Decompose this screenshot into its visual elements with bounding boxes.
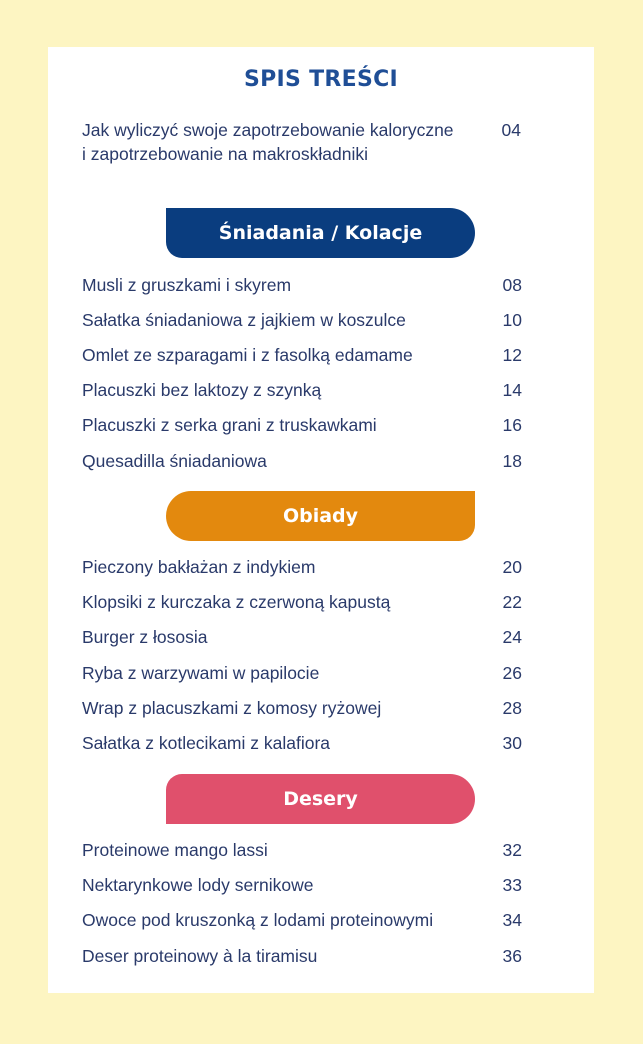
page-title: SPIS TREŚCI — [243, 67, 399, 92]
entry-title: Omlet ze szparagami i z fasolką edamame — [82, 345, 413, 365]
entry-title: Placuszki z serka grani z truskawkami — [82, 415, 377, 435]
toc-entry[interactable] — [82, 660, 522, 686]
entry-title: Sałatka z kotlecikami z kalafiora — [82, 733, 331, 753]
entry-title: Sałatka śniadaniowa z jajkiem w koszulce — [82, 310, 406, 330]
entry-page-number: 18 — [502, 451, 522, 471]
entry-page-number: 26 — [502, 663, 522, 683]
entry-title: Owoce pod kruszonką z lodami proteinowymi — [82, 910, 434, 930]
toc-entry[interactable] — [82, 412, 522, 438]
entry-title-line-1: Jak wyliczyć swoje zapotrzebowanie kaloryczne — [82, 120, 454, 140]
entry-page-number: 36 — [502, 946, 522, 966]
entry-title: Placuszki bez laktozy z szynką — [82, 380, 322, 400]
entry-title: Quesadilla śniadaniowa — [82, 451, 267, 471]
toc-entry[interactable] — [82, 554, 522, 580]
toc-entry-intro[interactable] — [82, 118, 522, 166]
toc-entry[interactable] — [82, 307, 522, 333]
entry-page-number: 04 — [501, 120, 521, 140]
entry-title: Nektarynkowe lody sernikowe — [82, 875, 314, 895]
toc-entry[interactable] — [82, 624, 522, 650]
toc-entry[interactable] — [82, 730, 522, 756]
entry-page-number: 34 — [502, 910, 522, 930]
toc-entry[interactable] — [82, 448, 522, 474]
entry-page-number: 30 — [502, 733, 522, 753]
entry-page-number: 10 — [502, 310, 522, 330]
entry-title: Deser proteinowy à la tiramisu — [82, 946, 318, 966]
entry-page-number: 22 — [502, 592, 522, 612]
entry-page-number: 24 — [502, 627, 522, 647]
entry-page-number: 08 — [502, 275, 522, 295]
entry-page-number: 33 — [502, 875, 522, 895]
entry-page-number: 28 — [502, 698, 522, 718]
section-header-desserts: Desery — [166, 774, 475, 824]
entry-page-number: 16 — [502, 415, 522, 435]
entry-page-number: 20 — [502, 557, 522, 577]
entry-title-line-2: i zapotrzebowanie na makroskładniki — [82, 144, 368, 164]
toc-entry[interactable] — [82, 837, 522, 863]
toc-entry[interactable] — [82, 589, 522, 615]
entry-title: Pieczony bakłażan z indykiem — [82, 557, 316, 577]
entry-title: Klopsiki z kurczaka z czerwoną kapustą — [82, 592, 391, 612]
entry-title: Musli z gruszkami i skyrem — [82, 275, 292, 295]
entry-title: Proteinowe mango lassi — [82, 840, 268, 860]
entry-page-number: 14 — [502, 380, 522, 400]
entry-title: Wrap z placuszkami z komosy ryżowej — [82, 698, 382, 718]
toc-entry[interactable] — [82, 695, 522, 721]
table-of-contents-card — [48, 47, 594, 993]
toc-entry[interactable] — [82, 377, 522, 403]
entry-page-number: 32 — [502, 840, 522, 860]
section-header-lunches: Obiady — [166, 491, 475, 541]
toc-entry[interactable] — [82, 342, 522, 368]
toc-entry[interactable] — [82, 907, 522, 933]
entry-page-number: 12 — [502, 345, 522, 365]
toc-entry[interactable] — [82, 943, 522, 969]
entry-title: Ryba z warzywami w papilocie — [82, 663, 320, 683]
section-header-breakfast-dinner: Śniadania / Kolacje — [166, 208, 475, 258]
toc-entry[interactable] — [82, 872, 522, 898]
toc-entry[interactable] — [82, 272, 522, 298]
entry-title: Burger z łososia — [82, 627, 208, 647]
